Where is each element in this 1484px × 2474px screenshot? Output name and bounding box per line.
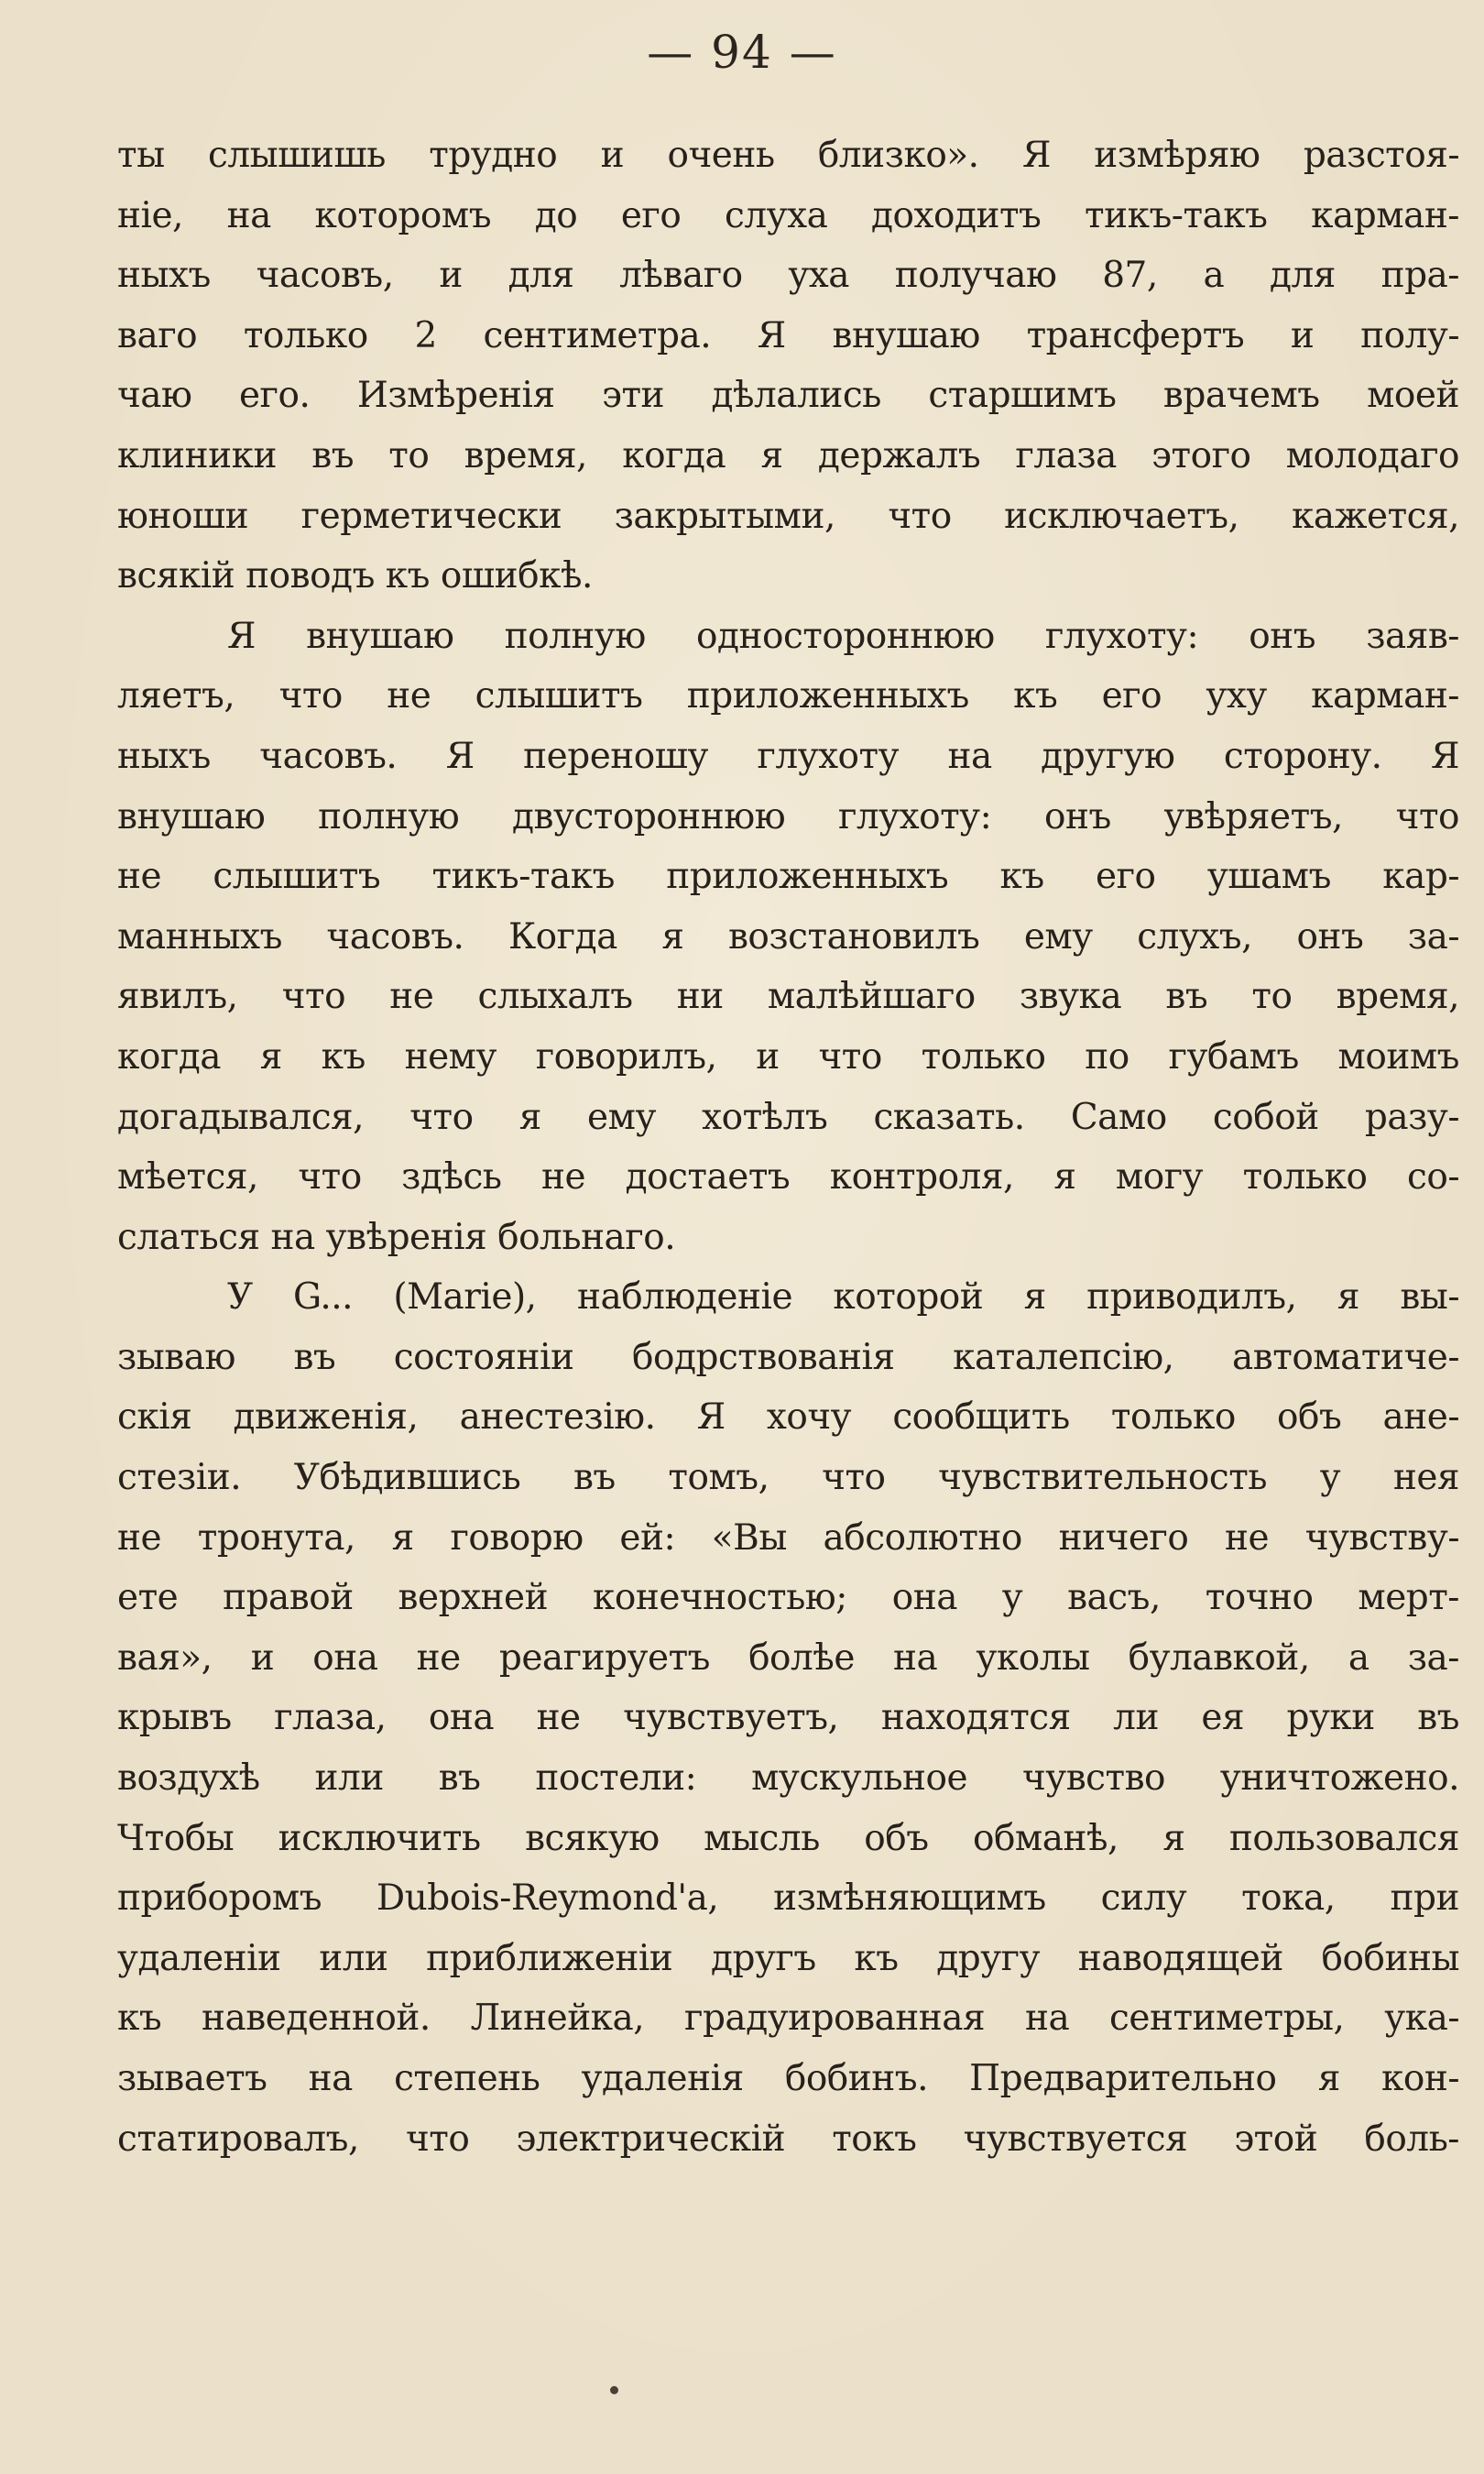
- ink-dot: [610, 2386, 618, 2394]
- text-line-6: клиники въ то время, когда я держалъ глаза этого молодаго: [117, 434, 1459, 476]
- page-number: — 94 —: [647, 26, 837, 79]
- text-line-24: не тронута, я говорю ей: «Вы абсолютно ничего не чувству-: [117, 1516, 1459, 1559]
- text-line-17: догадывался, что я ему хотѣлъ сказать. Само собой разу-: [117, 1096, 1459, 1138]
- text-line-23: стезіи. Убѣдившись въ томъ, что чувствительность у нея: [117, 1457, 1459, 1499]
- text-line-22: скія движенія, анестезію. Я хочу сообщить только объ ане-: [117, 1396, 1459, 1439]
- text-line-25: ете правой верхней конечностью; она у васъ, точно мерт-: [117, 1577, 1459, 1619]
- text-line-12: внушаю полную двустороннюю глухоту: онъ увѣряетъ, что: [117, 795, 1459, 837]
- text-line-34: статировалъ, что электрическій токъ чувствуется этой боль-: [117, 2118, 1459, 2160]
- text-line-18: мѣется, что здѣсь не достаетъ контроля, я могу только со-: [117, 1156, 1459, 1199]
- text-line-28: воздухѣ или въ постели: мускульное чувство уничтожено.: [117, 1757, 1459, 1800]
- text-line-13: не слышитъ тикъ-такъ приложенныхъ къ его ушамъ кар-: [117, 856, 1459, 898]
- text-line-8: всякій поводъ къ ошибкѣ.: [117, 555, 593, 597]
- text-line-30: приборомъ Dubois-Reymond'а, измѣняющимъ силу тока, при: [117, 1877, 1459, 1920]
- text-line-15: явилъ, что не слыхалъ ни малѣйшаго звука въ то время,: [117, 976, 1459, 1018]
- text-line-10: ляетъ, что не слышитъ приложенныхъ къ его уху карман-: [117, 675, 1459, 717]
- text-line-1: ты слышишь трудно и очень близко». Я измѣряю разстоя-: [117, 135, 1459, 176]
- text-line-27: крывъ глаза, она не чувствуетъ, находятся ли ея руки въ: [117, 1697, 1459, 1739]
- text-line-9: Я внушаю полную одностороннюю глухоту: онъ заяв-: [227, 615, 1459, 657]
- text-line-16: когда я къ нему говорилъ, и что только по губамъ моимъ: [117, 1035, 1459, 1078]
- text-line-11: ныхъ часовъ. Я переношу глухоту на другую сторону. Я: [117, 735, 1459, 777]
- text-line-7: юноши герметически закрытыми, что исключаетъ, кажется,: [117, 495, 1459, 537]
- text-line-21: зываю въ состояніи бодрствованія каталепсію, автоматиче-: [117, 1336, 1459, 1378]
- text-line-4: ваго только 2 сентиметра. Я внушаю трансфертъ и полу-: [117, 314, 1459, 356]
- text-line-26: вая», и она не реагируетъ болѣе на уколы булавкой, а за-: [117, 1637, 1459, 1679]
- body-text: [117, 126, 1459, 2169]
- text-line-14: манныхъ часовъ. Когда я возстановилъ ему слухъ, онъ за-: [117, 915, 1459, 958]
- text-line-32: къ наведенной. Линейка, градуированная на сентиметры, ука-: [117, 1998, 1459, 2040]
- text-line-3: ныхъ часовъ, и для лѣваго уха получаю 87, а для пра-: [117, 255, 1459, 297]
- text-line-29: Чтобы исключить всякую мысль объ обманѣ, я пользовался: [117, 1817, 1459, 1859]
- text-line-19: слаться на увѣренія больнаго.: [117, 1216, 676, 1258]
- text-line-5: чаю его. Измѣренія эти дѣлались старшимъ врачемъ моей: [117, 375, 1459, 417]
- text-line-33: зываетъ на степень удаленія бобинъ. Предварительно я кон-: [117, 2058, 1459, 2099]
- text-line-2: ніе, на которомъ до его слуха доходитъ тикъ-такъ карман-: [117, 194, 1459, 236]
- text-line-31: удаленіи или приближеніи другъ къ другу наводящей бобины: [117, 1937, 1459, 1979]
- text-line-20: У G... (Marie), наблюденіе которой я приводилъ, я вы-: [227, 1276, 1459, 1319]
